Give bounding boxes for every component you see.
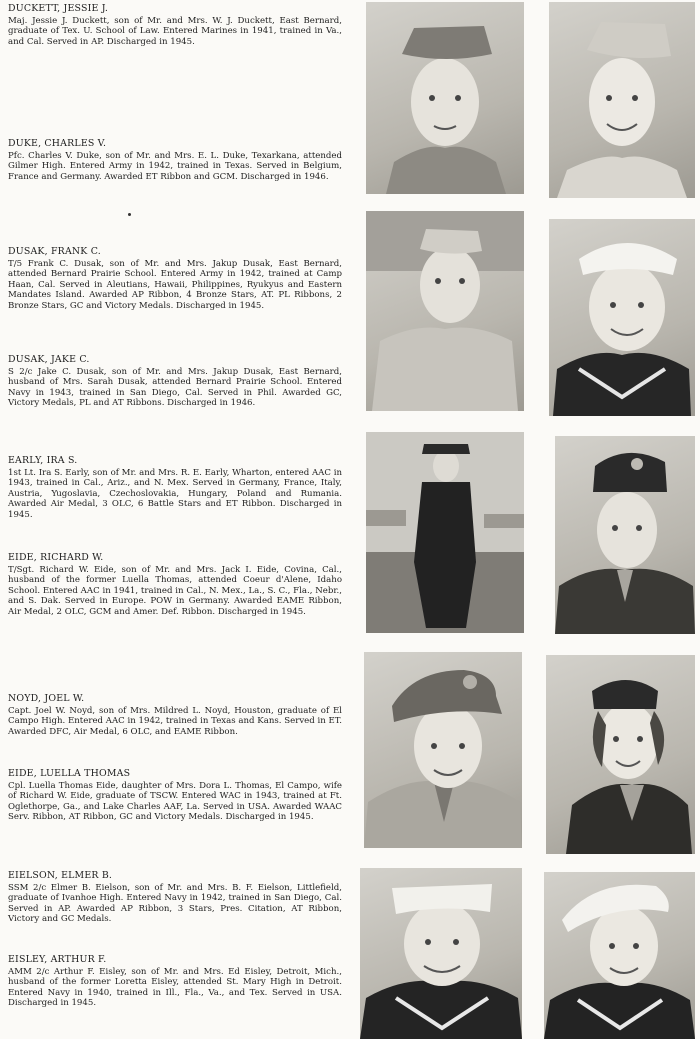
- entry-name: NOYD, JOEL W.: [8, 693, 85, 704]
- portrait-photo: [366, 211, 524, 411]
- entry-dusak-jake: [8, 355, 342, 409]
- entry-text: Cpl. Luella Thomas Eide, daughter of Mrs. Dora L. Thomas, El Campo, wife of Richard W. Eide, graduate of TSCW. Entered WAC in 1943, trained at Ft. Oglethorpe, Ga., and Lake Charles AAF, La. Served in USA. Awarded WAAC Serv. Ribbon, AT Ribbon, GC and Victory Medals. Discharged in 1945.: [8, 780, 342, 823]
- entry-duke: [8, 139, 342, 182]
- entry-name: EISLEY, ARTHUR F.: [8, 954, 107, 965]
- portrait-photo: [546, 655, 695, 854]
- entry-name: EIDE, LUELLA THOMAS: [8, 768, 131, 779]
- entry-text: T/5 Frank C. Dusak, son of Mr. and Mrs. Jakup Dusak, East Bernard, attended Bernard Prairie School. Entered Army in 1942, trained at Camp Haan, Cal. Served in Aleutians, Hawaii, Philippines, Ryukyus and Eastern Mandates Island. Awarded AP Ribbon, 4 Bronze Stars, AT. PL Ribbons, 2 Bronze Stars, GC and Victory Medals. Discharged in 1945.: [8, 258, 342, 311]
- stray-mark: [128, 213, 131, 216]
- entry-eisley: [8, 955, 342, 1009]
- entry-noyd: [8, 694, 342, 737]
- portrait-photo: [555, 436, 695, 634]
- entry-eide-luella: [8, 769, 342, 823]
- entry-text: T/Sgt. Richard W. Eide, son of Mr. and Mrs. Jack I. Eide, Covina, Cal., husband of the former Luella Thomas, attended Coeur d'Alene, Idaho School. Entered AAC in 1941, trained in Cal., N. Mex., La., S. C., Fla., Nebr., and S. Dak. Served in Europe. POW in Germany. Awarded EAME Ribbon, Air Medal, 2 OLC, GCM and Amer. Def. Ribbon. Discharged in 1945.: [8, 564, 342, 617]
- entry-dusak-frank: [8, 247, 342, 312]
- entry-name: DUKE, CHARLES V.: [8, 138, 107, 149]
- entry-text: Capt. Joel W. Noyd, son of Mrs. Mildred L. Noyd, Houston, graduate of El Campo High. Entered AAC in 1942, trained in Texas and Kans. Served in ET. Awarded DFC, Air Medal, 6 OLC, and EAME Ribbon.: [8, 705, 342, 737]
- entry-eide-richard: [8, 553, 342, 618]
- entry-name: EARLY, IRA S.: [8, 455, 78, 466]
- portrait-photo: [360, 868, 522, 1039]
- entry-text: Pfc. Charles V. Duke, son of Mr. and Mrs. E. L. Duke, Texarkana, attended Gilmer High. Entered Army in 1942, trained in Texas. Served in Belgium, France and Germany. Awarded ET Ribbon and GCM. Discharged in 1946.: [8, 150, 342, 182]
- entry-name: EIDE, RICHARD W.: [8, 552, 104, 563]
- portrait-photo: [366, 2, 524, 194]
- entry-name: EIELSON, ELMER B.: [8, 870, 113, 881]
- portrait-photo: [544, 872, 695, 1039]
- entry-name: DUCKETT, JESSIE J.: [8, 3, 109, 14]
- entry-early: [8, 456, 342, 521]
- portrait-photo: [549, 219, 695, 416]
- entry-text: S 2/c Jake C. Dusak, son of Mr. and Mrs. Jakup Dusak, East Bernard, husband of Mrs. Sarah Dusak, attended Bernard Prairie School. Entered Navy in 1943, trained in San Diego, Cal. Served in Phil. Awarded GC, Victory Medals, PL and AT Ribbons. Discharged in 1946.: [8, 366, 342, 409]
- portrait-photo: [549, 2, 695, 198]
- portrait-photo: [364, 652, 522, 848]
- entry-text: 1st Lt. Ira S. Early, son of Mr. and Mrs. R. E. Early, Wharton, entered AAC in 1943, trained in Cal., Ariz., and N. Mex. Served in Germany, France, Italy, Austria, Yugoslavia, Czechoslovakia, Hungary, Poland and Rumania. Awarded Air Medal, 3 OLC, 6 Battle Stars and ET Ribbon. Discharged in 1945.: [8, 467, 342, 520]
- entry-text: Maj. Jessie J. Duckett, son of Mr. and Mrs. W. J. Duckett, East Bernard, graduate of Tex. U. School of Law. Entered Marines in 1941, trained in Va., and Cal. Served in AP. Discharged in 1945.: [8, 15, 342, 47]
- entry-text: SSM 2/c Elmer B. Eielson, son of Mr. and Mrs. B. F. Eielson, Littlefield, graduate of Ivanhoe High. Entered Navy in 1942, trained in San Diego, Cal. Served in AP. Awarded AP Ribbon, 3 Stars, Pres. Citation, AT Ribbon, Victory and GC Medals.: [8, 882, 342, 925]
- entry-text: AMM 2/c Arthur F. Eisley, son of Mr. and Mrs. Ed Eisley, Detroit, Mich., husband of the former Loretta Eisley, attended St. Mary High in Detroit. Entered Navy in 1940, trained in Ill., Fla., Va., and Tex. Served in USA. Discharged in 1945.: [8, 966, 342, 1009]
- entry-name: DUSAK, JAKE C.: [8, 354, 90, 365]
- entry-name: DUSAK, FRANK C.: [8, 246, 101, 257]
- entry-duckett: [8, 4, 342, 47]
- entry-eielson: [8, 871, 342, 925]
- portrait-photo: [366, 432, 524, 633]
